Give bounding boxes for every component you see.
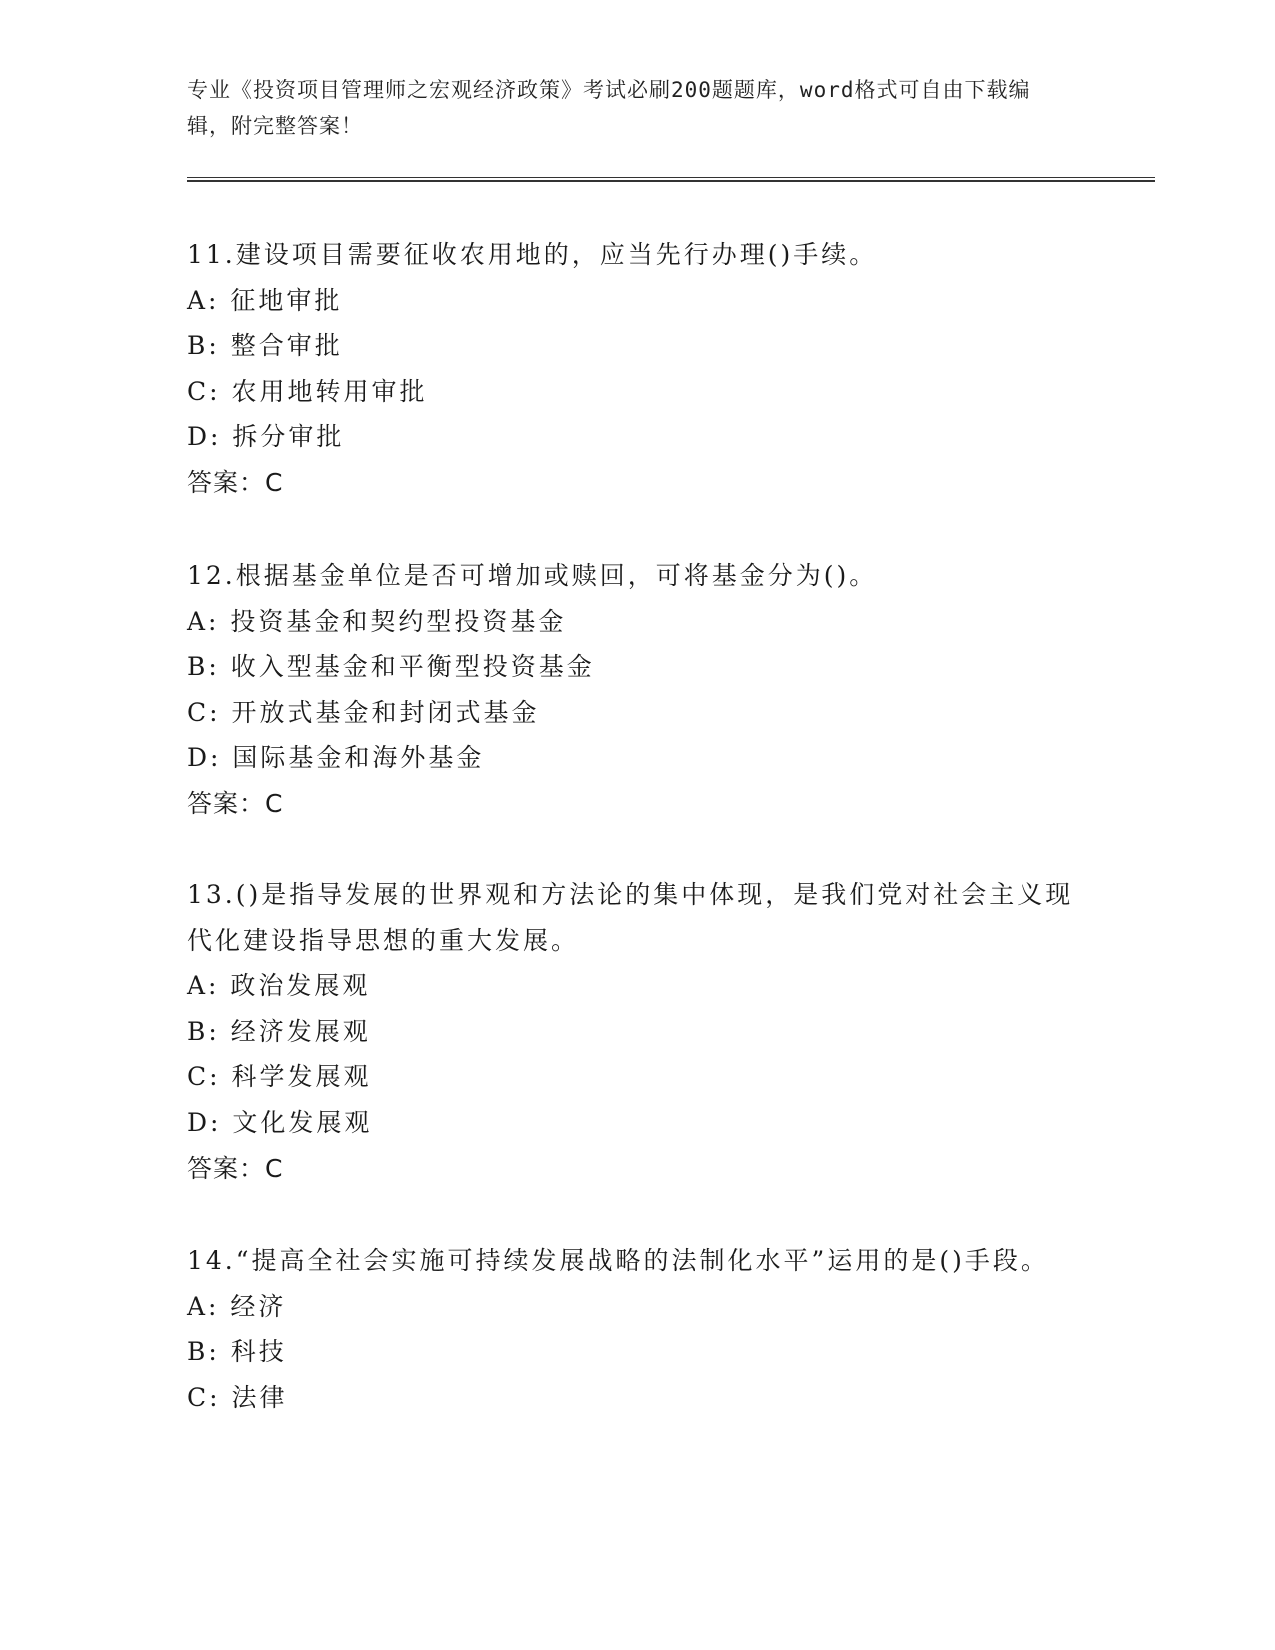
question-stem: 11.建设项目需要征收农用地的，应当先行办理()手续。: [187, 240, 878, 269]
answer: 答案：C: [187, 1153, 284, 1183]
question-stem: 14.“提高全社会实施可持续发展战略的法制化水平”运用的是()手段。: [187, 1246, 1049, 1275]
option-a: A: 经济: [187, 1291, 287, 1321]
question-11: [187, 232, 1087, 506]
question-stem: 12.根据基金单位是否可增加或赎回，可将基金分为()。: [187, 561, 878, 590]
option-c: C: 开放式基金和封闭式基金: [187, 697, 540, 727]
question-stem: 13.()是指导发展的世界观和方法论的集中体现，是我们党对社会主义现代化建设指导思想的重大发展。: [187, 880, 1074, 955]
option-a: A: 政治发展观: [187, 971, 371, 1001]
header-divider: [187, 177, 1155, 182]
option-d: D: 国际基金和海外基金: [187, 743, 485, 773]
option-a: A: 投资基金和契约型投资基金: [187, 606, 567, 636]
option-d: D: 文化发展观: [187, 1107, 373, 1137]
question-14: [187, 1238, 1087, 1420]
option-d: D: 拆分审批: [187, 422, 345, 452]
option-b: B: 经济发展观: [187, 1016, 371, 1046]
option-c: C: 科学发展观: [187, 1062, 372, 1092]
option-a: A: 征地审批: [187, 285, 343, 315]
option-c: C: 法律: [187, 1382, 288, 1412]
option-b: B: 整合审批: [187, 331, 343, 361]
option-c: C: 农用地转用审批: [187, 376, 428, 406]
option-b: B: 科技: [187, 1337, 287, 1367]
document-header: 专业《投资项目管理师之宏观经济政策》考试必刷200题题库，word格式可自由下载编辑，附完整答案！: [187, 78, 1031, 138]
answer: 答案：C: [187, 788, 284, 818]
question-13: [187, 872, 1087, 1191]
answer: 答案：C: [187, 467, 284, 497]
question-12: [187, 553, 1087, 827]
option-b: B: 收入型基金和平衡型投资基金: [187, 652, 595, 682]
